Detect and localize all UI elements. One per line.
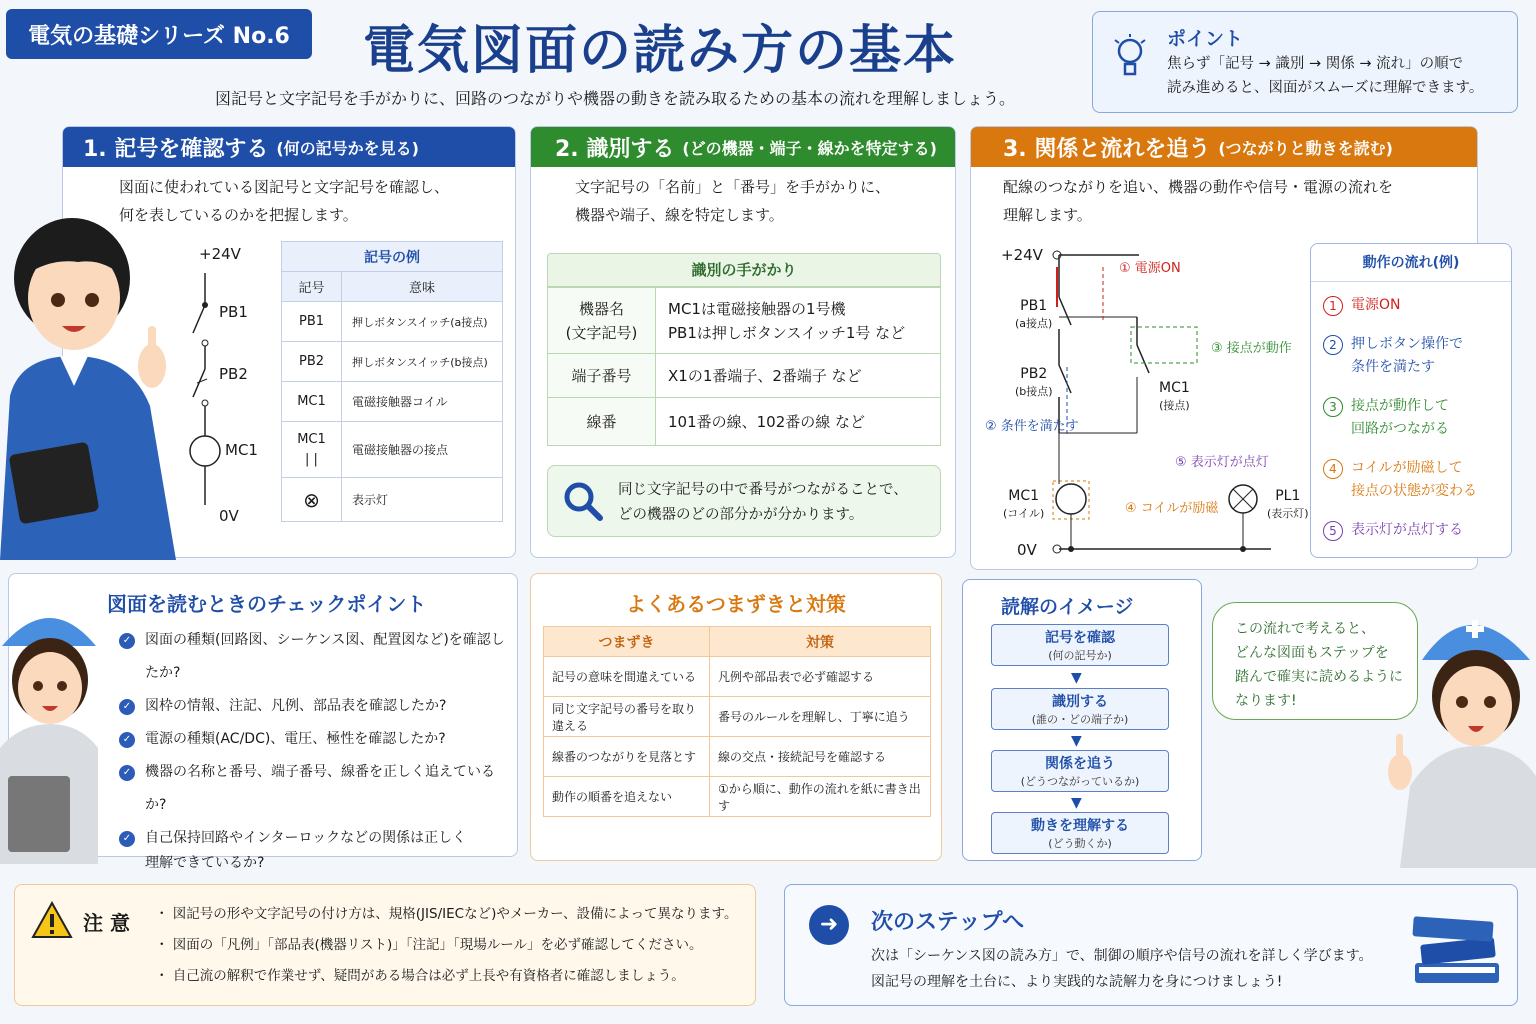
trouble-table: つまずき 対策 記号の意味を間違えている 凡例や部品表で必ず確認する 同じ文字記号の番号を取り違える 番号のルールを理解し、丁寧に追う 線番のつながりを見落とす 線の交点・接続記号を確認する 動作の順番を追えない ①から順に、動作の流れを紙に書き出す <box>543 626 931 817</box>
s3-label-mc1-coil: MC1 (コイル) <box>1003 488 1045 520</box>
step3-desc: 配線のつながりを追い、機器の動作や信号・電源の流れを 理解します。 <box>1003 178 1394 224</box>
warning-icon <box>31 901 73 939</box>
flow-box-4: 動きを理解する (どう動くか) <box>991 812 1169 854</box>
check-item: ✓ 機器の名称と番号、端子番号、線番を正しく追えているか? <box>119 756 515 822</box>
id-table-caption: 識別の手がかり <box>547 253 941 287</box>
diagram-label-pb1: PB1 <box>219 303 248 321</box>
step1-desc: 図面に使われている図記号と文字記号を確認し、 何を表しているのかを把握します。 <box>119 178 450 224</box>
caution-title: 注 意 <box>83 911 130 935</box>
symbol-table: 記号の例 記号 意味 PB1 押しボタンスイッチ(a接点) PB2 押しボタンスイッチ(b接点) MC1 電磁接触器コイル MC1 | | 電磁接触器の接点 ⊗ 表示灯 <box>281 241 503 522</box>
worker-girl-illustration <box>0 598 98 864</box>
arrow-down-icon: ▼ <box>1071 670 1082 686</box>
next-step-text: 次は「シーケンス図の読み方」で、制御の順序や信号の流れを詳しく学びます。 図記号の理解を土台に、より実践的な読解力を身につけましょう! <box>871 948 1373 990</box>
flow-step-2: 2 押しボタン操作で 条件を満たす <box>1323 333 1511 379</box>
check-item: ✓ 自己保持回路やインターロックなどの関係は正しく 理解できているか? <box>119 822 515 876</box>
lightbulb-icon <box>1113 34 1147 86</box>
flow-step-1: 1 電源ON <box>1323 294 1511 317</box>
arrow-right-icon: ➜ <box>809 905 849 945</box>
check-item: ✓ 図面の種類(回路図、シーケンス図、配置図など)を確認したか? <box>119 624 515 690</box>
checkpoint-title: 図面を読むときのチェックポイント <box>107 592 427 616</box>
s3-label-mc1-contact: MC1 (接点) <box>1159 380 1190 412</box>
trouble-title: よくあるつまずきと対策 <box>626 592 846 616</box>
s3-label-pb1: PB1 (a接点) <box>1015 298 1053 330</box>
arrow-down-icon: ▼ <box>1071 795 1082 811</box>
series-badge: 電気の基礎シリーズ No.6 <box>6 9 312 59</box>
flow-step-4: 4 コイルが励磁して 接点の状態が変わる <box>1323 457 1511 503</box>
id-note: 同じ文字記号の中で番号がつながることで、 どの機器のどの部分かが分かります。 <box>547 465 941 537</box>
page-title: 電気図面の読み方の基本 <box>362 21 957 81</box>
s3-label-pb2: PB2 (b接点) <box>1015 366 1053 398</box>
s3-label-0v: 0V <box>1017 541 1037 559</box>
caution-card <box>14 884 756 1006</box>
arrow-down-icon: ▼ <box>1071 733 1082 749</box>
flow-step-3: 3 接点が動作して 回路がつながる <box>1323 395 1511 441</box>
check-item: ✓ 電源の種類(AC/DC)、電圧、極性を確認したか? <box>119 723 515 756</box>
s3-label-top: +24V <box>1001 246 1043 264</box>
diagram-label-top: +24V <box>199 245 241 263</box>
step1-circuit-diagram <box>181 243 281 533</box>
trouble-card <box>530 573 942 861</box>
next-step-card <box>784 884 1518 1006</box>
flow-box-2: 識別する (誰の・どの端子か) <box>991 688 1169 730</box>
magnifier-icon <box>562 480 604 522</box>
diagram-label-pb2: PB2 <box>219 365 248 383</box>
diagram-label-mc1: MC1 <box>225 441 258 459</box>
diagram-label-0v: 0V <box>219 507 239 525</box>
check-item: ✓ 図枠の情報、注記、凡例、部品表を確認したか? <box>119 690 515 723</box>
page-subtitle: 図記号と文字記号を手がかりに、回路のつながりや機器の動きを読み取るための基本の流れを理解しましょう。 <box>214 89 1015 108</box>
flow-list: 動作の流れ(例) 1 電源ON 2 押しボタン操作で 条件を満たす 3 接点が動作して 回路がつながる 4 コイルが励磁して 接点の状態が変わる 5 表示灯が点灯する <box>1310 243 1512 558</box>
speech-bubble: この流れで考えると、 どんな図面もステップを 踏んで確実に読めるように なります! <box>1212 602 1418 720</box>
step3-header: 3. 関係と流れを追う (つながりと動きを読む) <box>971 127 1477 167</box>
s3-label-pl1: PL1 (表示灯) <box>1267 488 1309 520</box>
reading-image-title: 読解のイメージ <box>1001 596 1134 618</box>
flow-box-3: 関係を追う (どうつながっているか) <box>991 750 1169 792</box>
annotation-lamp: ⑤ 表示灯が点灯 <box>1175 455 1269 470</box>
point-title: ポイント <box>1167 28 1244 50</box>
step2-desc: 文字記号の「名前」と「番号」を手がかりに、 機器や端子、線を特定します。 <box>575 178 891 224</box>
flow-box-1: 記号を確認 (何の記号か) <box>991 624 1169 666</box>
flow-step-5: 5 表示灯が点灯する <box>1323 519 1511 542</box>
step2-header: 2. 識別する (どの機器・端子・線かを特定する) <box>531 127 955 167</box>
point-box <box>1092 11 1518 113</box>
worker-boy-illustration <box>0 216 176 560</box>
books-icon <box>1409 911 1505 991</box>
next-step-title: 次のステップへ <box>871 910 1025 935</box>
step2-card <box>530 126 956 558</box>
id-table: 機器名 (文字記号) MC1は電磁接触器の1号機 PB1は押しボタンスイッチ1号 など 端子番号 X1の1番端子、2番端子 など 線番 101番の線、102番の線 など <box>547 287 941 446</box>
annotation-power-on: ① 電源ON <box>1119 261 1181 276</box>
annotation-condition: ② 条件を満たす <box>985 419 1079 434</box>
annotation-contact: ③ 接点が動作 <box>1211 341 1292 356</box>
worker-girl-pointing-illustration <box>1370 596 1536 868</box>
lamp-symbol: ⊗ <box>282 478 342 522</box>
reading-image-card <box>962 579 1202 861</box>
annotation-coil: ④ コイルが励磁 <box>1125 501 1219 516</box>
step1-header: 1. 記号を確認する (何の記号かを見る) <box>63 127 515 167</box>
caution-list: ・ 図記号の形や文字記号の付け方は、規格(JIS/IECなど)やメーカー、設備によって異なります。 ・ 図面の「凡例」「部品表(機器リスト)」「注記」「現場ルール」を必ず確認してください。 ・ 自己流の解釈で作業せず、疑問がある場合は必ず上長や有資格者に確認しましょう。 <box>155 906 738 984</box>
point-text: 焦らず「記号 → 識別 → 関係 → 流れ」の順で 読み進めると、図面がスムーズに理解できます。 <box>1167 56 1484 96</box>
